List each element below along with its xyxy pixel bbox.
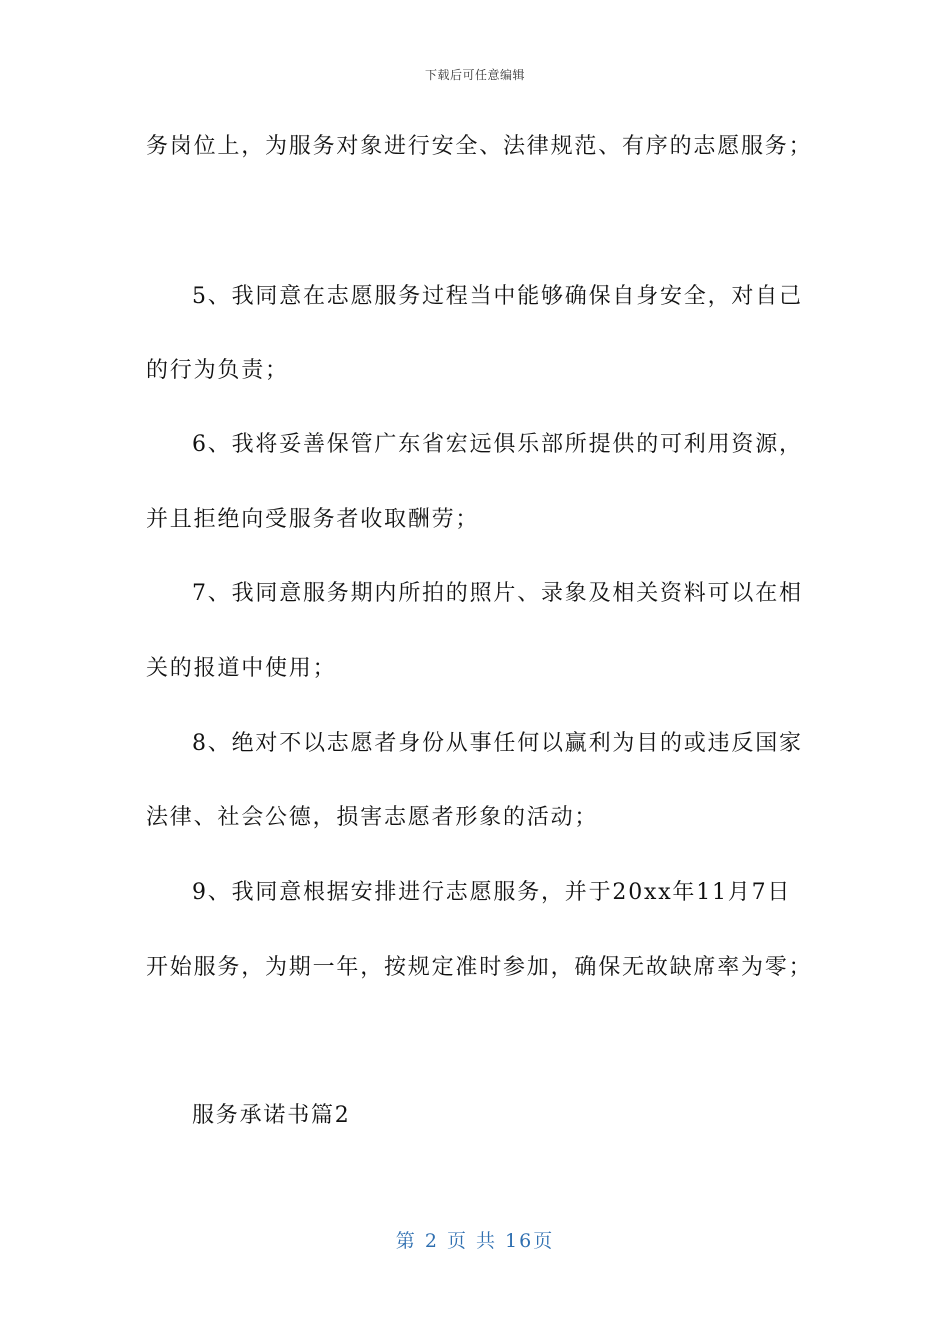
section-heading: 服务承诺书篇2 (192, 1103, 351, 1128)
text-line-5: 并且拒绝向受服务者收取酬劳； (146, 507, 480, 532)
text-line-3: 的行为负责； (146, 358, 289, 383)
text-line-8: 8、绝对不以志愿者身份从事任何以赢利为目的或违反国家 (192, 731, 803, 756)
text-line-11: 开始服务，为期一年，按规定准时参加，确保无故缺席率为零； (146, 955, 813, 980)
text-line-9: 法律、社会公德，损害志愿者形象的活动； (146, 805, 599, 830)
text-line-2: 5、我同意在志愿服务过程当中能够确保自身安全，对自己 (192, 284, 803, 309)
text-line-1: 务岗位上，为服务对象进行安全、法律规范、有序的志愿服务； (146, 134, 813, 159)
text-line-6: 7、我同意服务期内所拍的照片、录象及相关资料可以在相 (192, 581, 803, 606)
text-line-7: 关的报道中使用； (146, 656, 337, 681)
header-note: 下载后可任意编辑 (424, 68, 525, 82)
page-number: 第 2 页 共 16页 (395, 1230, 555, 1252)
text-line-10: 9、我同意根据安排进行志愿服务，并于20xx年11月7日 (192, 880, 792, 905)
text-line-4: 6、我将妥善保管广东省宏远俱乐部所提供的可利用资源， (192, 432, 803, 457)
